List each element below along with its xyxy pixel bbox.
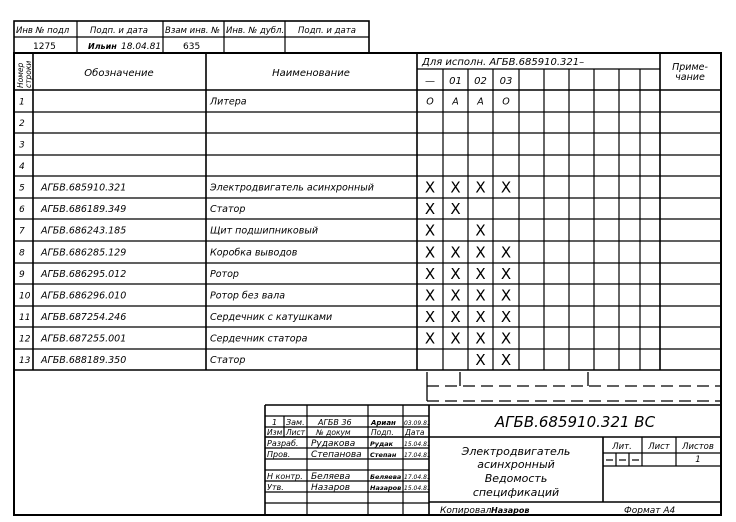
signatory-name: Степанова [311, 450, 362, 460]
variant-mark-x: X [450, 178, 461, 197]
row-name: Коробка выводов [210, 247, 298, 259]
signatory-role: Утв. [267, 483, 284, 492]
title-line: асинхронный [477, 458, 555, 471]
title-line: спецификаций [472, 486, 560, 499]
row-designation: АГБВ.687254.246 [41, 312, 127, 323]
row-name: Электродвигатель асинхронный [210, 182, 374, 194]
variant-mark-x: X [475, 308, 486, 326]
row-number: 3 [19, 140, 25, 151]
variant-code: 02 [474, 76, 487, 87]
variant-code: 03 [499, 76, 513, 87]
variant-mark-x: X [450, 243, 461, 262]
header-designation: Обозначение [84, 68, 154, 79]
row-designation: АГБВ.685910.321 [41, 182, 127, 194]
row-designation: АГБВ.686295.012 [41, 269, 127, 280]
variant-mark-x: X [424, 178, 436, 197]
signatory-name: Рудакова [311, 439, 356, 449]
change-date: 03.09.81 [404, 420, 431, 427]
row-number: 8 [19, 248, 25, 259]
signatory-sign: Степан [370, 451, 397, 459]
stamp-header-inv-podl: Инв № подл [16, 26, 70, 36]
table-row [19, 222, 486, 240]
row-number: 10 [19, 291, 31, 302]
variant-mark-x: X [424, 308, 436, 326]
label-sign: Подп. [371, 428, 394, 437]
row-name: Сердечник статора [210, 333, 308, 345]
row-name: Ротор [210, 269, 239, 280]
variant-mark-x: X [500, 351, 512, 369]
variant-mark-x: X [475, 351, 486, 369]
table-row [19, 244, 511, 262]
variant-mark-x: X [450, 200, 461, 218]
variant-mark-x: X [475, 178, 486, 197]
change-doc: АГБВ 36 [318, 418, 352, 427]
variant-mark-x: X [450, 308, 461, 326]
table-row [19, 351, 511, 369]
signatory-row [267, 472, 431, 482]
variant-code: — [425, 76, 435, 87]
variant-mark-x: X [500, 178, 512, 197]
row-number: 6 [19, 205, 25, 215]
dashed-continuation [427, 372, 721, 401]
variant-code: 01 [449, 76, 462, 87]
variant-mark-x: X [500, 329, 512, 348]
stamp-header-vzam-inv: Взам инв. № [165, 26, 221, 36]
signatory-date: 15.04.81 [404, 485, 431, 492]
variant-mark-x: X [424, 200, 436, 218]
sheets-total: 1 [695, 455, 701, 465]
title-line: Электродвигатель [461, 445, 571, 458]
signatory-date: 17.04.81 [404, 474, 431, 481]
row-number: 13 [19, 356, 31, 366]
signatory-sign: Рудак [370, 440, 394, 448]
stamp-vzam-value: 635 [183, 42, 201, 52]
row-name: Щит подшипниковый [210, 225, 318, 237]
variant-mark-x: X [450, 286, 461, 305]
sheets-label: Листов [682, 442, 714, 452]
stamp-header-inv-dubl: Инв. № дубл. [226, 26, 285, 36]
row-designation: АГБВ.686285.129 [41, 247, 127, 259]
signatory-date: 17.04.81 [404, 452, 431, 459]
change-sign: Ариан [371, 419, 396, 427]
row-number: 12 [19, 334, 31, 345]
variant-mark: О [502, 96, 510, 108]
row-number: 4 [19, 162, 25, 172]
lit-label: Лит. [612, 442, 632, 452]
label-izm: Изм [267, 428, 283, 437]
signatory-name: Беляева [311, 472, 351, 482]
variant-mark-x: X [475, 329, 486, 348]
header-variants-title: Для исполн. АГБВ.685910.321– [422, 57, 585, 68]
row-number: 1 [19, 97, 25, 108]
variant-mark-x: X [475, 221, 486, 240]
variant-mark-x: X [450, 265, 461, 283]
document-designation: АГБВ.685910.321 ВС [494, 413, 656, 431]
variant-codes [425, 76, 512, 87]
row-number: 11 [19, 313, 31, 323]
table-row [19, 162, 25, 172]
variant-mark-x: X [424, 221, 436, 240]
variant-mark-x: X [500, 265, 512, 283]
format-label: Формат А4 [624, 506, 676, 516]
signatory-role: Н контр. [267, 472, 303, 481]
label-list: Лист [286, 428, 306, 437]
stamp-date-value: 18.04.81 [121, 42, 162, 52]
signatory-role: Пров. [267, 450, 291, 459]
variant-mark: О [426, 96, 434, 108]
row-designation: АГБВ.688189.350 [41, 355, 127, 366]
signatory-row [267, 439, 431, 449]
variant-mark-x: X [500, 286, 512, 305]
signatory-sign: Назаров [370, 484, 402, 492]
table-row [19, 119, 25, 129]
row-number: 2 [19, 119, 25, 129]
table-rows [19, 97, 511, 370]
change-num: 1 [272, 418, 278, 427]
label-doc-num: № докум [316, 428, 351, 437]
table-row [19, 97, 510, 108]
title-line: Ведомость [484, 472, 548, 485]
row-designation: АГБВ.686243.185 [41, 225, 127, 237]
stamp-header-podp-data-2: Подп. и дата [298, 26, 356, 36]
variant-mark-x: X [475, 286, 486, 305]
table-row [19, 308, 511, 326]
variant-mark-x: X [500, 243, 512, 262]
variant-mark: А [477, 96, 484, 108]
row-number: 7 [19, 226, 25, 237]
variant-mark-x: X [475, 243, 486, 262]
variant-mark-x: X [424, 286, 436, 305]
stamp-header-podp-data: Подп. и дата [90, 26, 148, 36]
row-name: Сердечник с катушками [210, 312, 333, 323]
row-number: 9 [19, 270, 25, 280]
stamp-inv-podl-value: 1275 [33, 42, 56, 52]
variant-mark-x: X [475, 265, 486, 283]
header-name: Наименование [272, 68, 350, 79]
row-name: Статор [210, 204, 246, 215]
row-designation: АГБВ.686189.349 [41, 204, 127, 215]
variant-mark-x: X [424, 265, 436, 283]
label-date: Дата [405, 428, 425, 437]
table-row [19, 330, 511, 348]
header-row-number: Номерстроки [16, 60, 33, 88]
variant-mark-x: X [424, 329, 436, 348]
table-row [19, 200, 461, 218]
row-name: Литера [210, 96, 247, 108]
sheet-label: Лист [648, 442, 670, 452]
variant-mark-x: X [424, 243, 436, 262]
row-number: 5 [19, 183, 25, 194]
table-row [19, 179, 511, 197]
copied-sign: Назаров [491, 506, 530, 515]
row-designation: АГБВ.687255.001 [41, 333, 127, 345]
row-designation: АГБВ.686296.010 [41, 290, 127, 302]
row-name: Статор [210, 355, 246, 366]
header-remark: Приме-чание [672, 62, 708, 83]
variant-mark-x: X [450, 329, 461, 348]
table-row [19, 287, 511, 305]
signatories [267, 439, 431, 493]
document-title [461, 445, 571, 499]
row-name: Ротор без вала [210, 290, 286, 302]
change-type: Зам. [286, 418, 305, 427]
stamp-signature: Ильин [88, 42, 117, 51]
table-row [19, 265, 511, 283]
signatory-role: Разраб. [267, 439, 299, 448]
variant-mark-x: X [500, 308, 512, 326]
signatory-name: Назаров [311, 483, 351, 493]
signatory-date: 15.04.81 [404, 441, 431, 448]
copied-label: Копировал [440, 506, 492, 516]
variant-mark: А [452, 96, 459, 108]
table-row [19, 141, 25, 151]
signatory-sign: Беляева [370, 473, 402, 481]
